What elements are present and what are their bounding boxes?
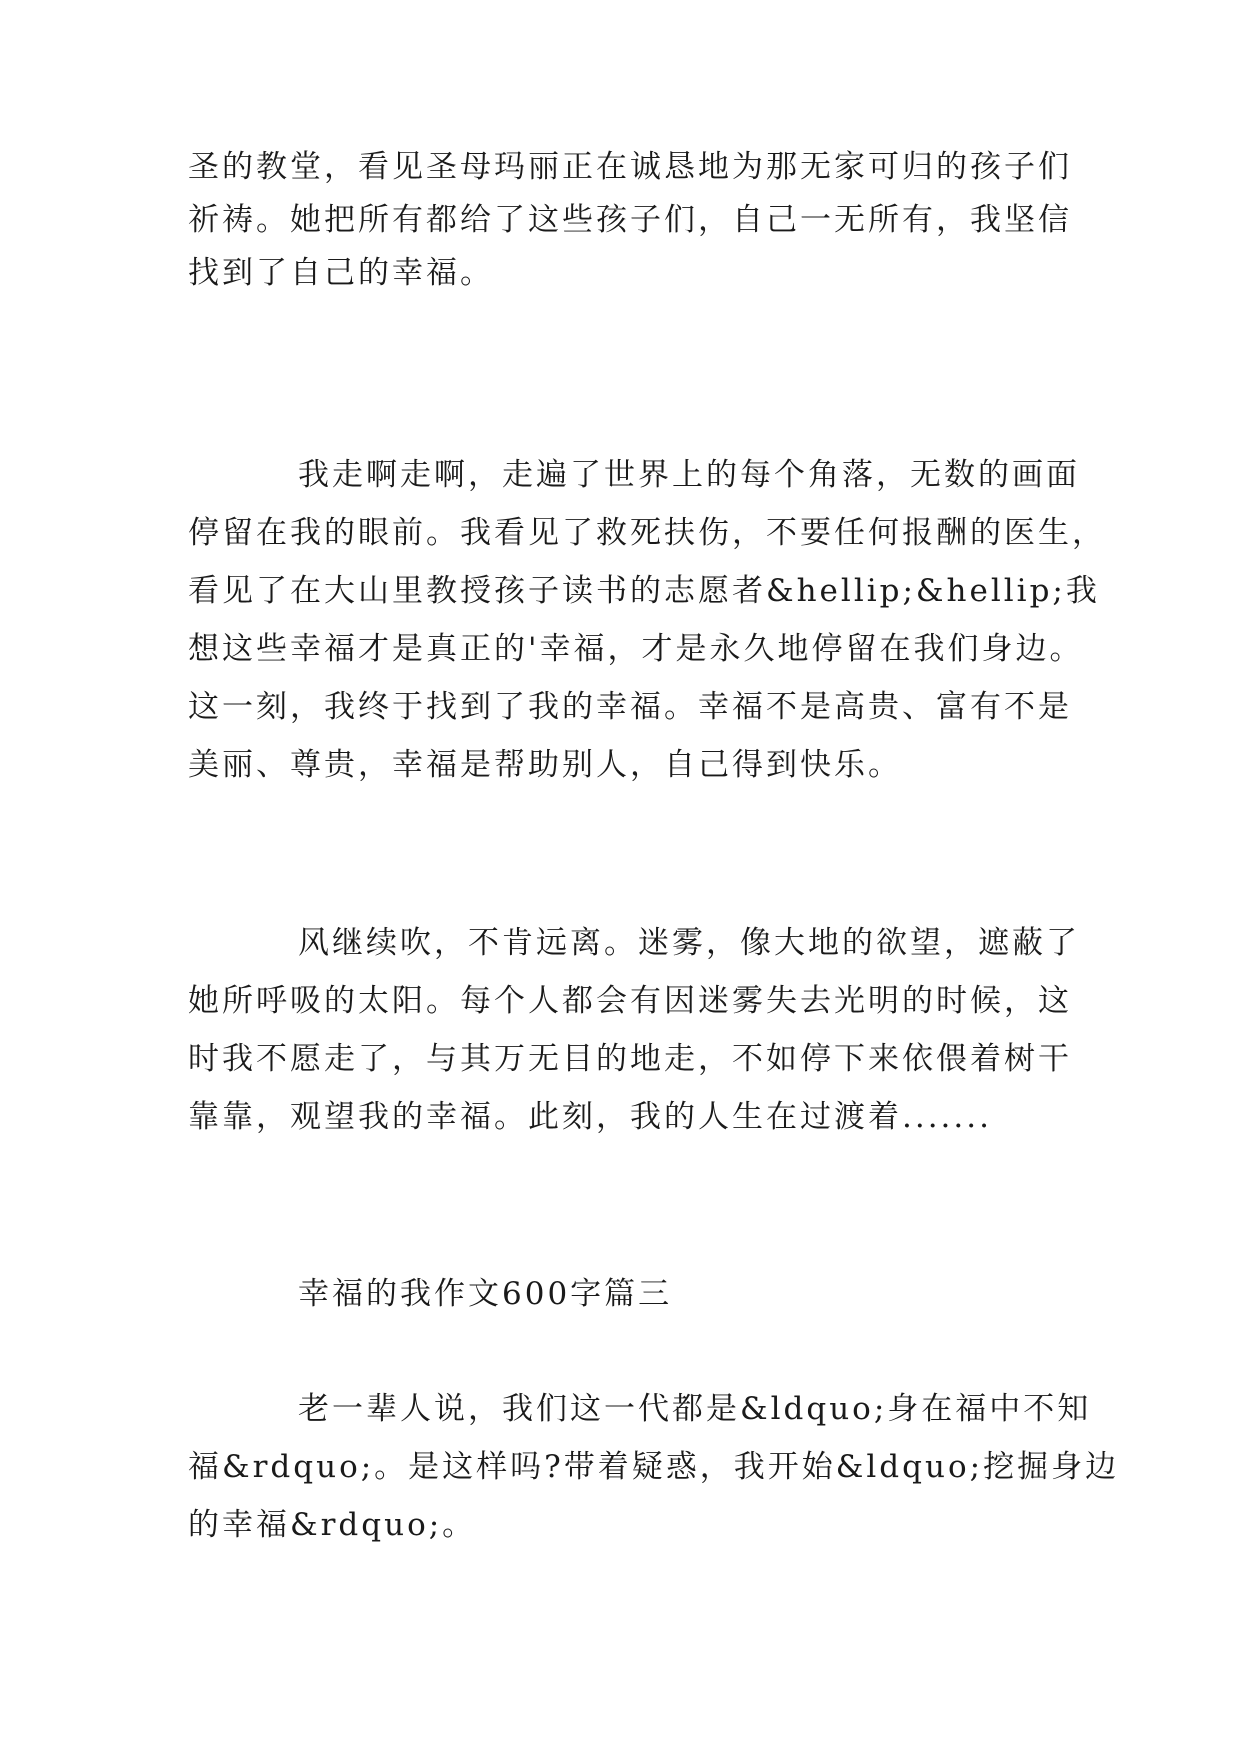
paragraph-3-line-4: 靠靠，观望我的幸福。此刻，我的人生在过渡着....... [188, 1099, 992, 1135]
paragraph-2-line-2: 停留在我的眼前。我看见了救死扶伤，不要任何报酬的医生， [188, 515, 1106, 551]
paragraph-2-line-5: 这一刻，我终于找到了我的幸福。幸福不是高贵、富有不是 [188, 689, 1072, 725]
paragraph-2-line-4: 想这些幸福才是真正的'幸福，才是永久地停留在我们身边。 [188, 631, 1084, 667]
paragraph-4-line-1: 老一辈人说，我们这一代都是&ldquo;身在福中不知 [298, 1391, 1092, 1427]
paragraph-4-line-2: 福&rdquo;。是这样吗?带着疑惑，我开始&ldquo;挖掘身边 [188, 1449, 1120, 1485]
paragraph-2-line-3: 看见了在大山里教授孩子读书的志愿者&hellip;&hellip;我 [188, 573, 1100, 609]
paragraph-4-line-3: 的幸福&rdquo;。 [188, 1507, 477, 1543]
paragraph-1-line-3: 找到了自己的幸福。 [188, 255, 494, 291]
paragraph-1-line-2: 祈祷。她把所有都给了这些孩子们，自己一无所有，我坚信 [188, 202, 1072, 238]
paragraph-3-line-2: 她所呼吸的太阳。每个人都会有因迷雾失去光明的时候，这 [188, 983, 1072, 1019]
paragraph-3-line-3: 时我不愿走了，与其万无目的地走，不如停下来依偎着树干 [188, 1041, 1072, 1077]
paragraph-1-line-1: 圣的教堂，看见圣母玛丽正在诚恳地为那无家可归的孩子们 [188, 149, 1072, 185]
paragraph-3-line-1: 风继续吹，不肯远离。迷雾，像大地的欲望，遮蔽了 [298, 925, 1080, 961]
section-heading: 幸福的我作文600字篇三 [298, 1276, 673, 1312]
paragraph-2-line-6: 美丽、尊贵，幸福是帮助别人，自己得到快乐。 [188, 747, 902, 783]
paragraph-2-line-1: 我走啊走啊，走遍了世界上的每个角落，无数的画面 [298, 457, 1080, 493]
